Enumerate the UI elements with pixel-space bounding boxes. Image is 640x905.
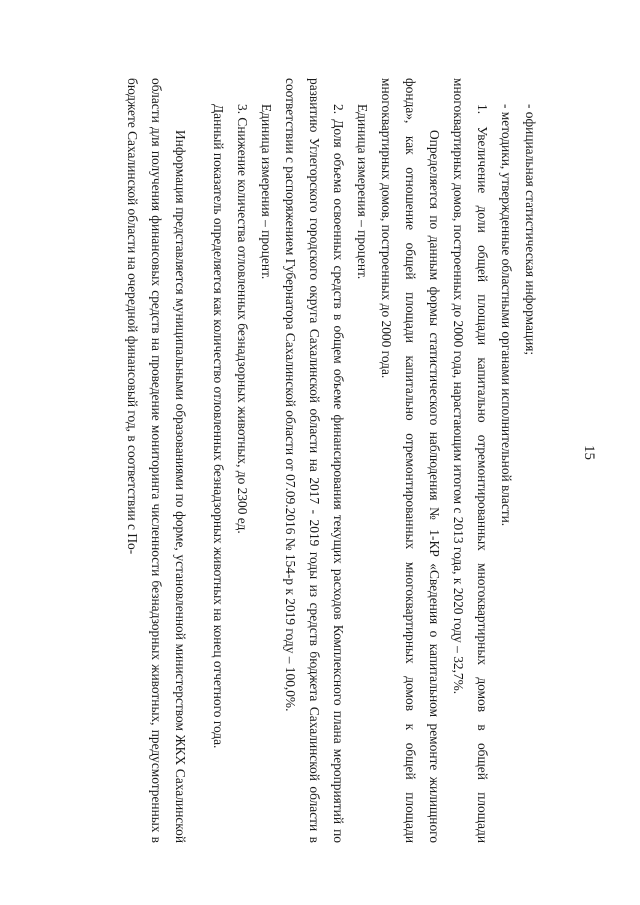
paragraph-information-source: Информация представляется муниципальными образованиями по форме, установленной министерством ЖКХ Сахалинской области для получения финансовых средств на проведение мониторинга численности безнадзорных животных, предусмотренных в бюджете Сахалинской области на очередной финансовый год, в соответствии с По- (125, 78, 188, 843)
page-number: 15 (581, 445, 597, 460)
document-body (120, 78, 542, 843)
paragraph-indicator-3-method: Данный показатель определяется как количество отловленных безнадзорных животных на конец отчетного года. (211, 104, 226, 749)
paragraph-unit-2: Единица измерения – процент. (259, 104, 274, 280)
paragraph-indicator-3: 3. Снижение количества отловленных безнадзорных животных, до 2300 ед. (235, 104, 250, 534)
paragraph-indicator-2: 2. Доля объема освоенных средств в общем объеме финансирования текущих расходов Комплексного плана мероприятий по развитию Углегорского городского округа Сахалинской области на 2017 - 2019 годы из средств бюджета Сахалинской области в соответствии с распоряжением Губернатора Сахалинской области от 07.09.2016 № 154-р к 2019 году – 100,0%. (283, 78, 346, 843)
paragraph-source-methods: - методики, утвержденные областными органами исполнительной власти. (499, 104, 514, 527)
paragraph-unit-1: Единица измерения – процент. (355, 104, 370, 280)
paragraph-source-statistics: - официальная статистическая информация; (523, 104, 538, 356)
paragraph-indicator-1: 1. Увеличение доли общей площади капитально отремонтированных многоквартирных домов в общей площади многоквартирных домов, построенных до 2000 года, нарастающим итогом с 2013 года, к 2020 году – 32,7%. (451, 78, 490, 843)
paragraph-indicator-1-method: Определяется по данным формы статистического наблюдения № 1-КР «Сведения о капитальном ремонте жилищного фонда», как отношение общей площади капитально отремонтированных многоквартирных домов к общей площади многоквартирных домов, построенных до 2000 года. (379, 78, 442, 843)
